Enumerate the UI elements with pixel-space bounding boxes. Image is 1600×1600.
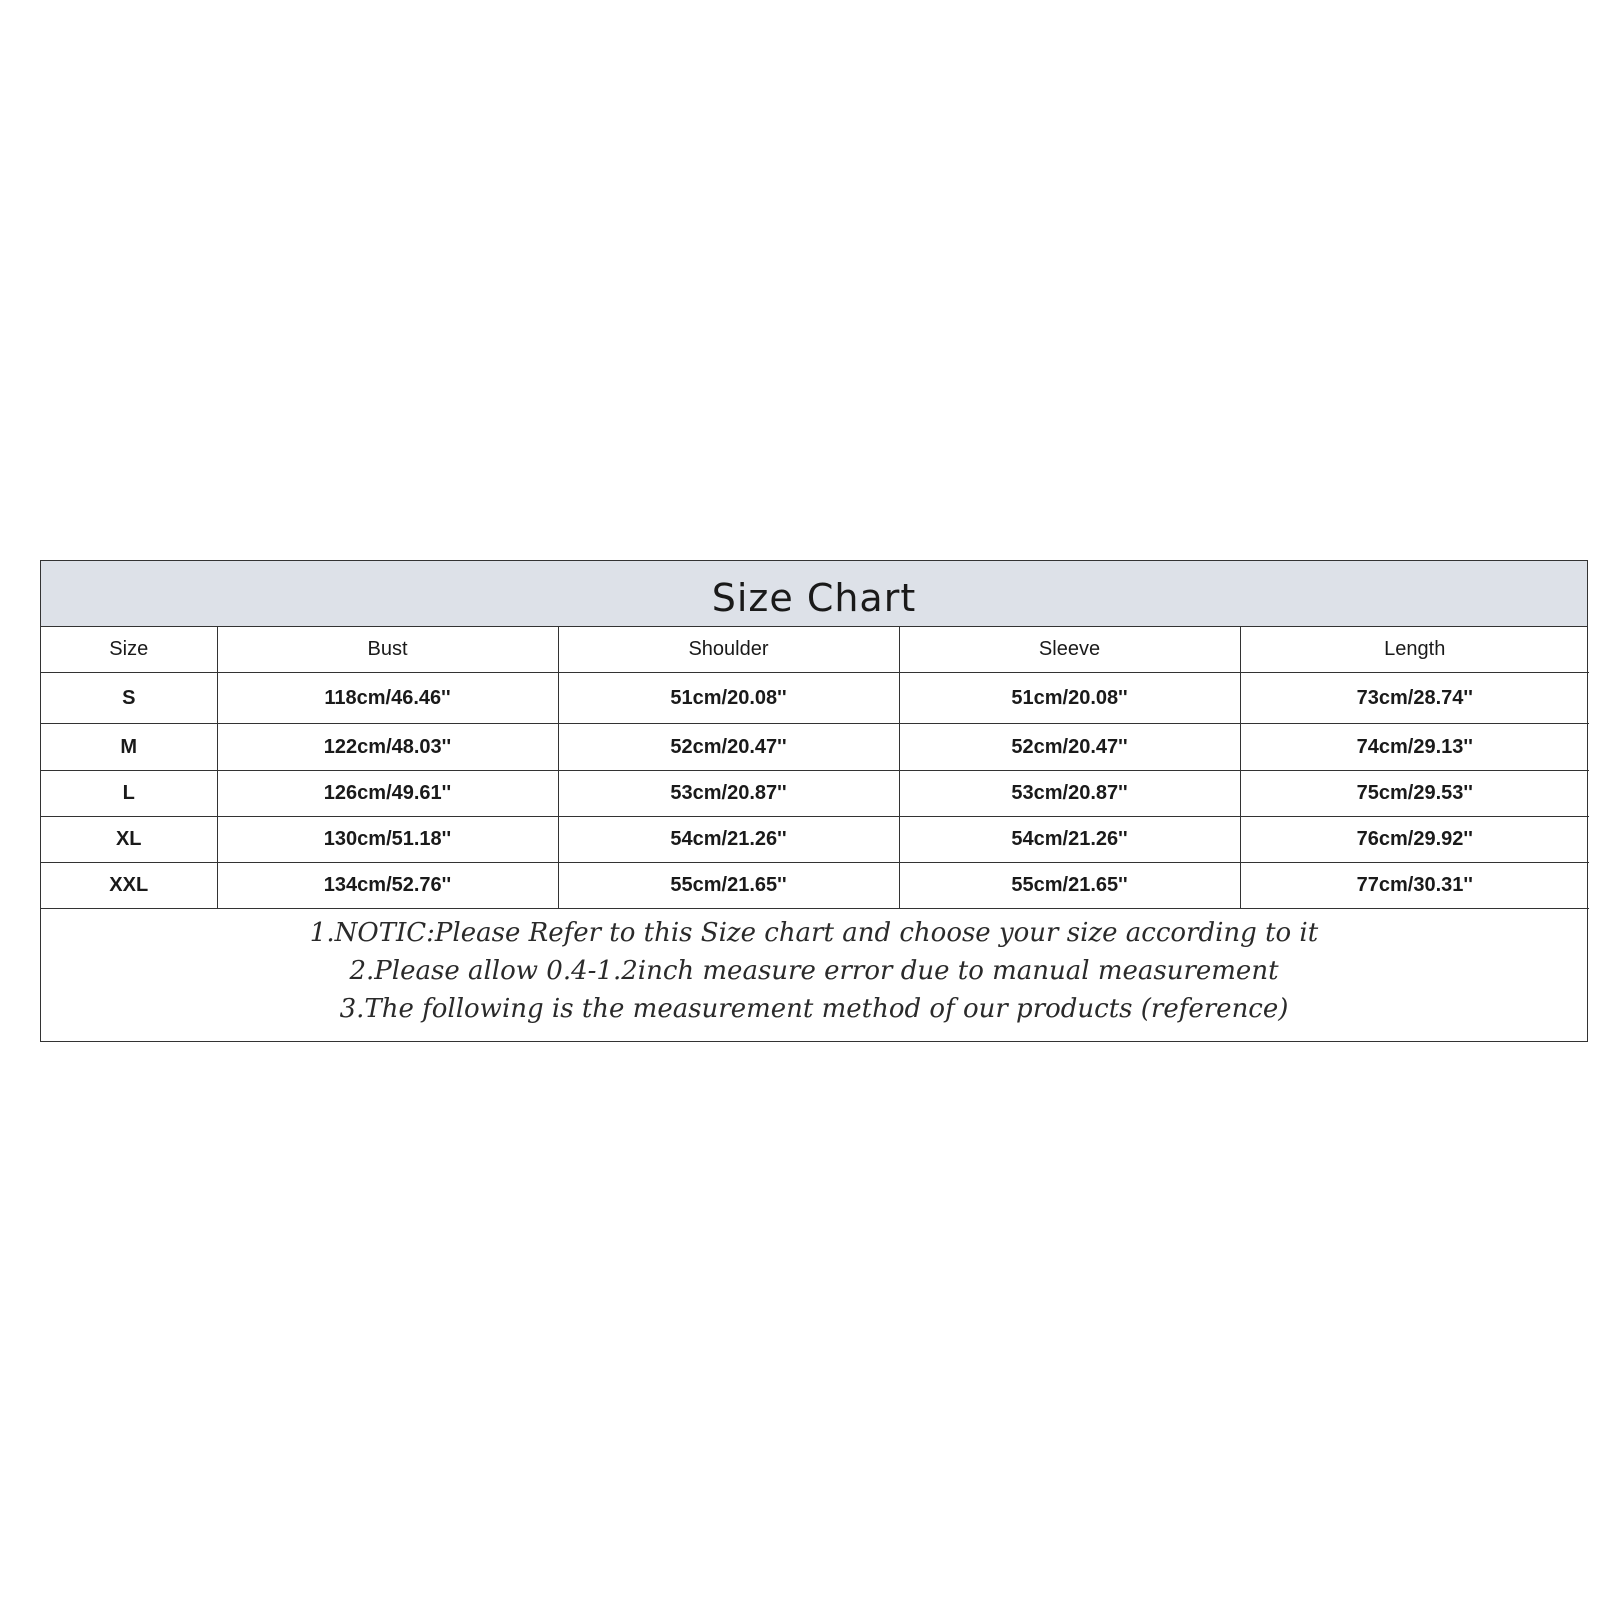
shoulder-cell: 53cm/20.87'' xyxy=(558,771,899,817)
length-cell: 74cm/29.13'' xyxy=(1240,724,1589,771)
bust-cell: 130cm/51.18'' xyxy=(217,817,558,863)
size-chart-title-bar xyxy=(41,561,1587,627)
shoulder-cell: 55cm/21.65'' xyxy=(558,863,899,909)
size-cell: XL xyxy=(41,817,217,863)
size-chart xyxy=(40,560,1588,1042)
shoulder-cell: 54cm/21.26'' xyxy=(558,817,899,863)
length-cell: 73cm/28.74'' xyxy=(1240,673,1589,724)
size-cell: L xyxy=(41,771,217,817)
note-line-3: 3.The following is the measurement method of our products (reference) xyxy=(339,994,1289,1024)
sleeve-cell: 52cm/20.47'' xyxy=(899,724,1240,771)
bust-cell: 134cm/52.76'' xyxy=(217,863,558,909)
notes-section xyxy=(41,908,1587,1041)
column-header-shoulder: Shoulder xyxy=(558,627,899,673)
table-row xyxy=(41,771,1589,817)
column-header-size: Size xyxy=(41,627,217,673)
sleeve-cell: 54cm/21.26'' xyxy=(899,817,1240,863)
table-row xyxy=(41,724,1589,771)
size-cell: S xyxy=(41,673,217,724)
note-line-1: 1.NOTIC:Please Refer to this Size chart and choose your size according to it xyxy=(309,918,1319,948)
column-header-sleeve: Sleeve xyxy=(899,627,1240,673)
column-header-length: Length xyxy=(1240,627,1589,673)
size-cell: XXL xyxy=(41,863,217,909)
table-row xyxy=(41,863,1589,909)
shoulder-cell: 52cm/20.47'' xyxy=(558,724,899,771)
bust-cell: 126cm/49.61'' xyxy=(217,771,558,817)
shoulder-cell: 51cm/20.08'' xyxy=(558,673,899,724)
table-header-row xyxy=(41,627,1589,673)
sleeve-cell: 51cm/20.08'' xyxy=(899,673,1240,724)
note-line-2: 2.Please allow 0.4-1.2inch measure error due to manual measurement xyxy=(349,956,1279,986)
length-cell: 77cm/30.31'' xyxy=(1240,863,1589,909)
table-row xyxy=(41,673,1589,724)
sleeve-cell: 53cm/20.87'' xyxy=(899,771,1240,817)
size-table xyxy=(41,627,1589,909)
size-cell: M xyxy=(41,724,217,771)
length-cell: 76cm/29.92'' xyxy=(1240,817,1589,863)
table-row xyxy=(41,817,1589,863)
column-header-bust: Bust xyxy=(217,627,558,673)
sleeve-cell: 55cm/21.65'' xyxy=(899,863,1240,909)
size-chart-title: Size Chart xyxy=(711,575,917,620)
length-cell: 75cm/29.53'' xyxy=(1240,771,1589,817)
bust-cell: 122cm/48.03'' xyxy=(217,724,558,771)
bust-cell: 118cm/46.46'' xyxy=(217,673,558,724)
